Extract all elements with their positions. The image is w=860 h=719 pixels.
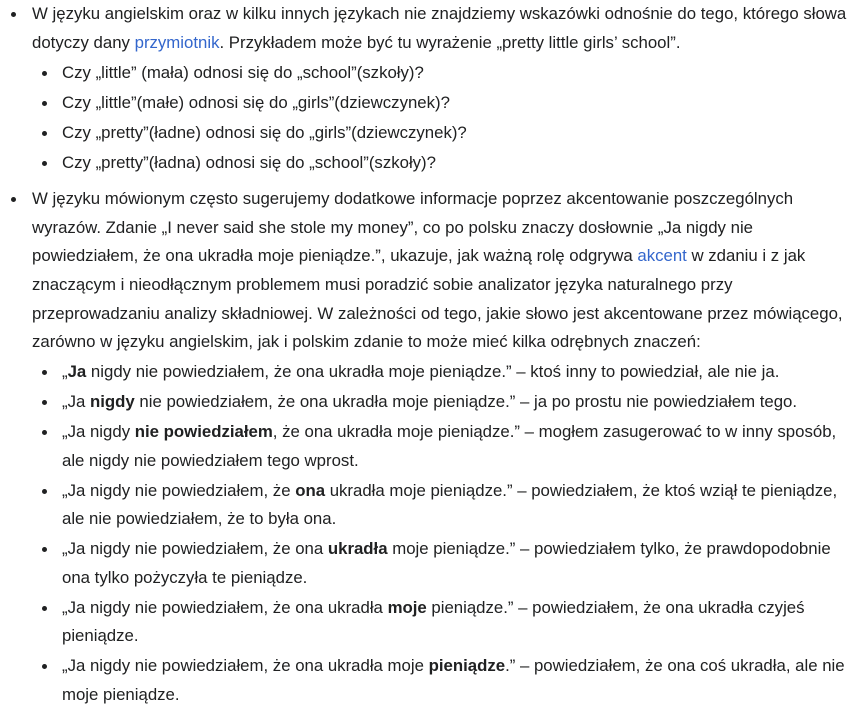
- text: „Ja: [62, 392, 90, 412]
- list-item: [62, 388, 852, 417]
- text: pieniądze.” – powiedziałem, że ona ukradła czyjeś pieniądze.: [62, 597, 805, 646]
- link-akcent[interactable]: akcent: [637, 246, 687, 266]
- stressed-word: nigdy: [89, 392, 135, 412]
- text: „Ja nigdy nie powiedziałem, że ona ukradła moje: [62, 656, 429, 676]
- paragraph-text: . Przykładem może być tu wyrażenie „pretty little girls’ school”.: [219, 32, 681, 52]
- list-item-adjective-ambiguity: [32, 0, 852, 177]
- stressed-word: nie powiedziałem: [134, 422, 273, 442]
- question-list: [32, 59, 852, 178]
- text: .” – powiedziałem, że ona coś ukradła, ale nie moje pieniądze.: [62, 656, 845, 704]
- list-item: [62, 358, 852, 387]
- list-item: Czy „pretty”(ładna) odnosi się do „school”(szkoły)?: [62, 149, 852, 178]
- text: ukradła moje pieniądze.” – powiedziałem, że ktoś wziął te pieniądze, ale nie powiedziałem, że to była ona.: [62, 480, 838, 529]
- meaning-list: [32, 358, 852, 709]
- text: „: [62, 362, 68, 382]
- stressed-word: Ja: [67, 362, 87, 382]
- paragraph-text: W języku angielskim oraz w kilku innych językach nie znajdziemy wskazówki odnośnie do tego, którego słowa dotyczy dany: [32, 4, 847, 52]
- stressed-word: pieniądze: [428, 656, 506, 676]
- list-item: Czy „little”(małe) odnosi się do „girls”(dziewczynek)?: [62, 89, 852, 118]
- link-przymiotnik[interactable]: przymiotnik: [134, 32, 220, 52]
- text: „Ja nigdy: [62, 422, 135, 442]
- text: „Ja nigdy nie powiedziałem, że: [62, 480, 296, 500]
- list-item: [62, 652, 852, 709]
- list-item-stress-ambiguity: [32, 185, 852, 709]
- text: nigdy nie powiedziałem, że ona ukradła moje pieniądze.” – ktoś inny to powiedział, ale nie ja.: [86, 362, 780, 382]
- stressed-word: moje: [387, 597, 427, 617]
- stressed-word: ukradła: [327, 539, 388, 559]
- text: „Ja nigdy nie powiedziałem, że ona: [62, 539, 328, 559]
- list-item: [62, 477, 852, 534]
- text: , że ona ukradła moje pieniądze.” – mogłem zasugerować to w inny sposób, ale nigdy nie powiedziałem tego wprost.: [62, 422, 837, 470]
- paragraph-text: W języku mówionym często sugerujemy dodatkowe informacje poprzez akcentowanie poszczególnych wyrazów. Zdanie „I never said she stole my money”, co po polsku znaczy dosłownie „Ja nigdy nie powiedziałem, że ona ukradła moje pieniądze.”, ukazuje, jak ważną rolę odgrywa: [32, 189, 794, 266]
- text: moje pieniądze.” – powiedziałem tylko, że prawdopodobnie ona tylko pożyczyła te pieniądze.: [62, 539, 831, 587]
- list-item: Czy „pretty”(ładne) odnosi się do „girls”(dziewczynek)?: [62, 119, 852, 148]
- text: nie powiedziałem, że ona ukradła moje pieniądze.” – ja po prostu nie powiedziałem tego.: [134, 392, 798, 412]
- paragraph-text: w zdaniu i z jak znaczącym i nieodłącznym problemem musi poradzić sobie analizator języka naturalnego przy przeprowadzaniu analizy składniowej. W zależności od tego, jakie słowo jest akcentowane przez mówiącego, zarówno w języku angielskim, jak i polskim zdanie to może mieć kilka odrębnych znaczeń:: [32, 246, 843, 352]
- list-item: [62, 594, 852, 651]
- stressed-word: ona: [295, 480, 326, 500]
- text: „Ja nigdy nie powiedziałem, że ona ukradła: [62, 597, 388, 617]
- list-item: Czy „little” (mała) odnosi się do „school”(szkoły)?: [62, 59, 852, 88]
- list-item: [62, 418, 852, 475]
- list-item: [62, 535, 852, 592]
